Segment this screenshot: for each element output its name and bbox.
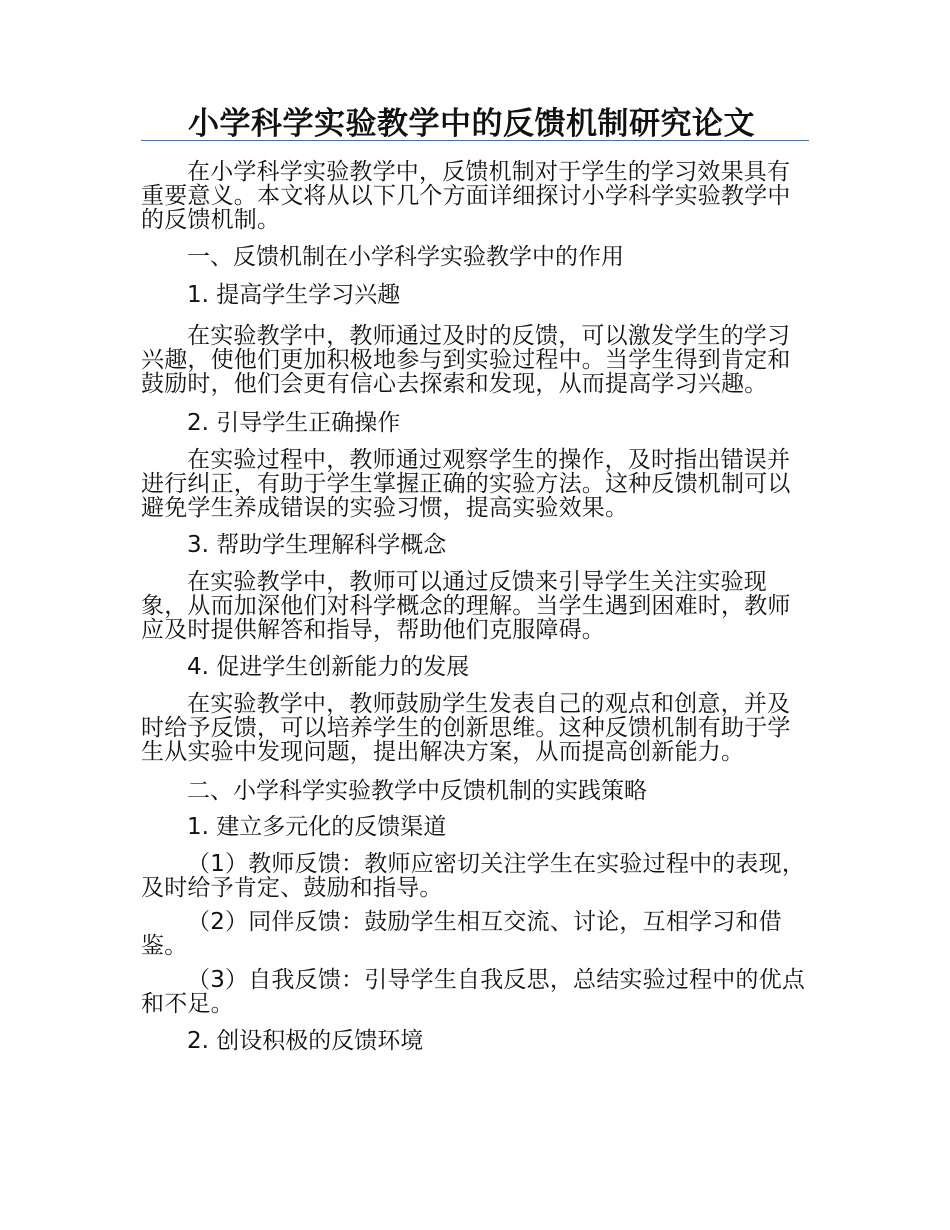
section-1-item-4-text: 在实验教学中，教师鼓励学生发表自己的观点和创意，并及时给予反馈，可以培养学生的创新思维。这种反馈机制有助于学生从实验中发现问题，提出解决方案，从而提高创新能力。 [141,691,791,765]
title-underline [141,140,809,141]
section-1-item-2-text: 在实验过程中，教师通过观察学生的操作，及时指出错误并进行纠正，有助于学生掌握正确的实验方法。这种反馈机制可以避免学生养成错误的实验习惯，提高实验效果。 [141,447,791,521]
intro-paragraph: 在小学科学实验教学中，反馈机制对于学生的学习效果具有重要意义。本文将从以下几个方面详细探讨小学科学实验教学中的反馈机制。 [141,159,791,233]
document-title: 小学科学实验教学中的反馈机制研究论文 [188,106,755,142]
section-2-item-2-heading: 2. 创设积极的反馈环境 [187,1028,424,1054]
section-2-subitem-1: （1）教师反馈：教师应密切关注学生在实验过程中的表现，及时给予肯定、鼓励和指导。 [141,851,806,901]
section-1-item-3-heading: 3. 帮助学生理解科学概念 [187,532,447,558]
section-1-item-1-text: 在实验教学中，教师通过及时的反馈，可以激发学生的学习兴趣，使他们更加积极地参与到实验过程中。当学生得到肯定和鼓励时，他们会更有信心去探索和发现，从而提高学习兴趣。 [141,323,791,397]
section-1-item-4-heading: 4. 促进学生创新能力的发展 [187,654,470,680]
document-body [141,158,809,1056]
section-2-item-1-heading: 1. 建立多元化的反馈渠道 [187,814,447,840]
section-2-subitem-2: （2）同伴反馈：鼓励学生相互交流、讨论，互相学习和借鉴。 [141,909,782,959]
section-2-heading: 二、小学科学实验教学中反馈机制的实践策略 [187,778,647,804]
section-2-subitem-3: （3）自我反馈：引导学生自我反思，总结实验过程中的优点和不足。 [141,967,806,1017]
section-1-heading: 一、反馈机制在小学科学实验教学中的作用 [187,244,624,270]
section-1-item-1-heading: 1. 提高学生学习兴趣 [187,282,401,308]
section-1-item-2-heading: 2. 引导学生正确操作 [187,410,401,436]
section-1-item-3-text: 在实验教学中，教师可以通过反馈来引导学生关注实验现象，从而加深他们对科学概念的理解。当学生遇到困难时，教师应及时提供解答和指导，帮助他们克服障碍。 [141,569,791,643]
